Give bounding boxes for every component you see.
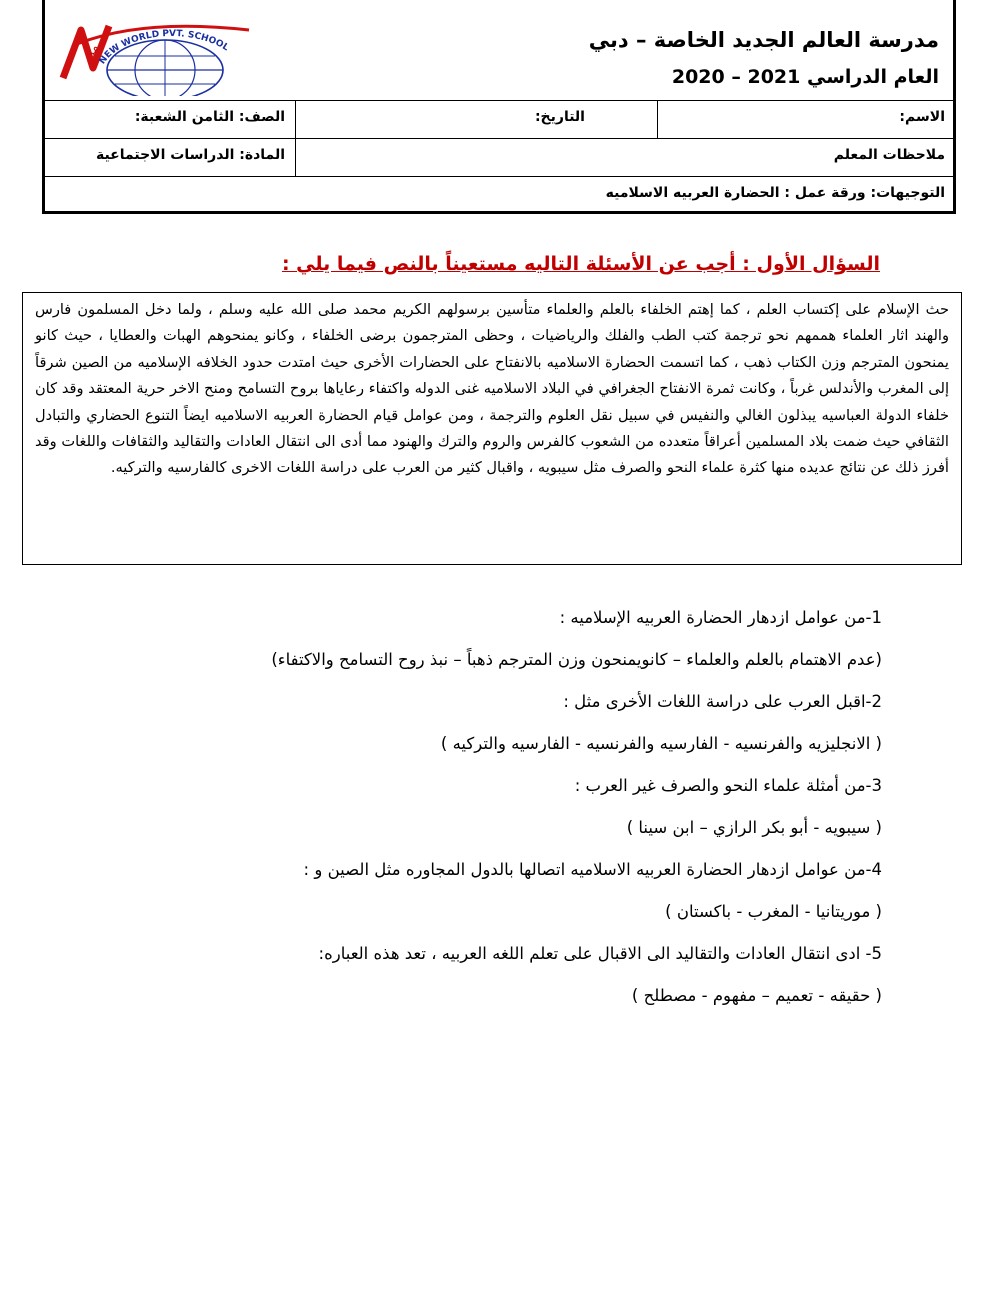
svg-text:NEW WORLD PVT. SCHOOL — [98, 29, 231, 66]
school-logo — [53, 8, 253, 96]
instructions-label: التوجيهات: ورقة عمل : الحضارة العربيه الاسلاميه — [605, 185, 945, 201]
school-year: العام الدراسي 2021 – 2020 — [671, 66, 939, 88]
logo-english-text: NEW WORLD PVT. SCHOOL — [97, 28, 231, 67]
info-row-instructions — [45, 176, 953, 212]
question-3-options: ( سيبويه - أبو بكر الرازي – ابن سينا ) — [626, 818, 882, 837]
date-label: التاريخ: — [534, 109, 585, 125]
question-4-options: ( موريتانيا - المغرب - باكستان ) — [665, 902, 882, 921]
question-3: 3-من أمثلة علماء النحو والصرف غير العرب : — [574, 776, 882, 795]
question-5-options: ( حقيقه - تعميم – مفهوم - مصطلح ) — [631, 986, 882, 1005]
question-1: 1-من عوامل ازدهار الحضارة العربيه الإسلاميه : — [559, 608, 882, 627]
info-row-name — [45, 100, 953, 139]
question-2: 2-اقبل العرب على دراسة اللغات الأخرى مثل : — [563, 692, 882, 711]
subject-label: المادة: الدراسات الاجتماعية — [95, 147, 285, 163]
teacher-notes-label: ملاحظات المعلم — [833, 147, 945, 163]
question-4: 4-من عوامل ازدهار الحضارة العربيه الاسلاميه اتصالها بالدول المجاوره مثل الصين و : — [303, 860, 882, 879]
info-row-teacher — [45, 138, 953, 177]
question-5: 5- ادى انتقال العادات والتقاليد الى الاقبال على تعلم اللغه العربيه ، تعد هذه العباره: — [318, 944, 882, 963]
school-name: مدرسة العالم الجديد الخاصة – دبي — [588, 28, 939, 52]
class-label: الصف: الثامن الشعبة: — [134, 109, 285, 125]
header-box — [42, 0, 956, 214]
question-2-options: ( الانجليزيه والفرنسيه - الفارسيه والفرنسيه - الفارسيه والتركيه ) — [440, 734, 882, 753]
reading-passage: حث الإسلام على إكتساب العلم ، كما إهتم الخلفاء بالعلم والعلماء متأسين برسولهم الكريم محمد صلى الله عليه وسلم ، ولما دخل المسلمون فارس والهند اثار العلماء هممهم نحو ترجمة كتب الطب والفلك والرياضيات ، وحظى المترجمون برضى الخلفاء ، وكانو يمنحوهم الهبات والعطايا ، حيث كانو يمنحون المترجم وزن الكتاب ذهب ، كما اتسمت الحضارة الاسلاميه بالانفتاح على الحضارات الأخرى حيث امتدت حدود الخلافه الإسلاميه من الصين شرقاً إلى المغرب والأندلس غرباً ، وكانت ثمرة الانفتاح الجغرافي في البلاد الاسلاميه غنى الدوله واكتفاء رعاياها بروح التسامح ومنح الاخر حرية المعتقد وقد كان خلفاء الدولة العباسيه يبذلون الغالي والنفيس في سبيل نقل العلوم والترجمة ، ومن عوامل قيام الحضارة العربيه الاسلاميه ايضاً التنوع الحضاري والتبادل الثقافي حيث ضمت بلاد المسلمين أعراقاً متعدده من الشعوب كالفرس والروم والترك والهنود مما أدى الى انتقال العادات والتقاليد والثقافات واللغات وقد أفرز ذلك عن نتائج عديده منها كثرة علماء النحو والصرف مثل سيبويه ، واقبال كثير من العرب على دراسة اللغات الاخرى كالفارسيه والتركيه. — [22, 292, 962, 565]
question-1-options: (عدم الاهتمام بالعلم والعلماء – كانويمنحون وزن المترجم ذهباً – نبذ روح التسامح والاكتفاء) — [271, 650, 882, 669]
question-title: السؤال الأول : أجب عن الأسئلة التاليه مستعيناً بالنص فيما يلي : — [281, 253, 880, 275]
logo-arabic-text: مد — [84, 42, 101, 59]
name-label: الاسم: — [899, 109, 945, 125]
